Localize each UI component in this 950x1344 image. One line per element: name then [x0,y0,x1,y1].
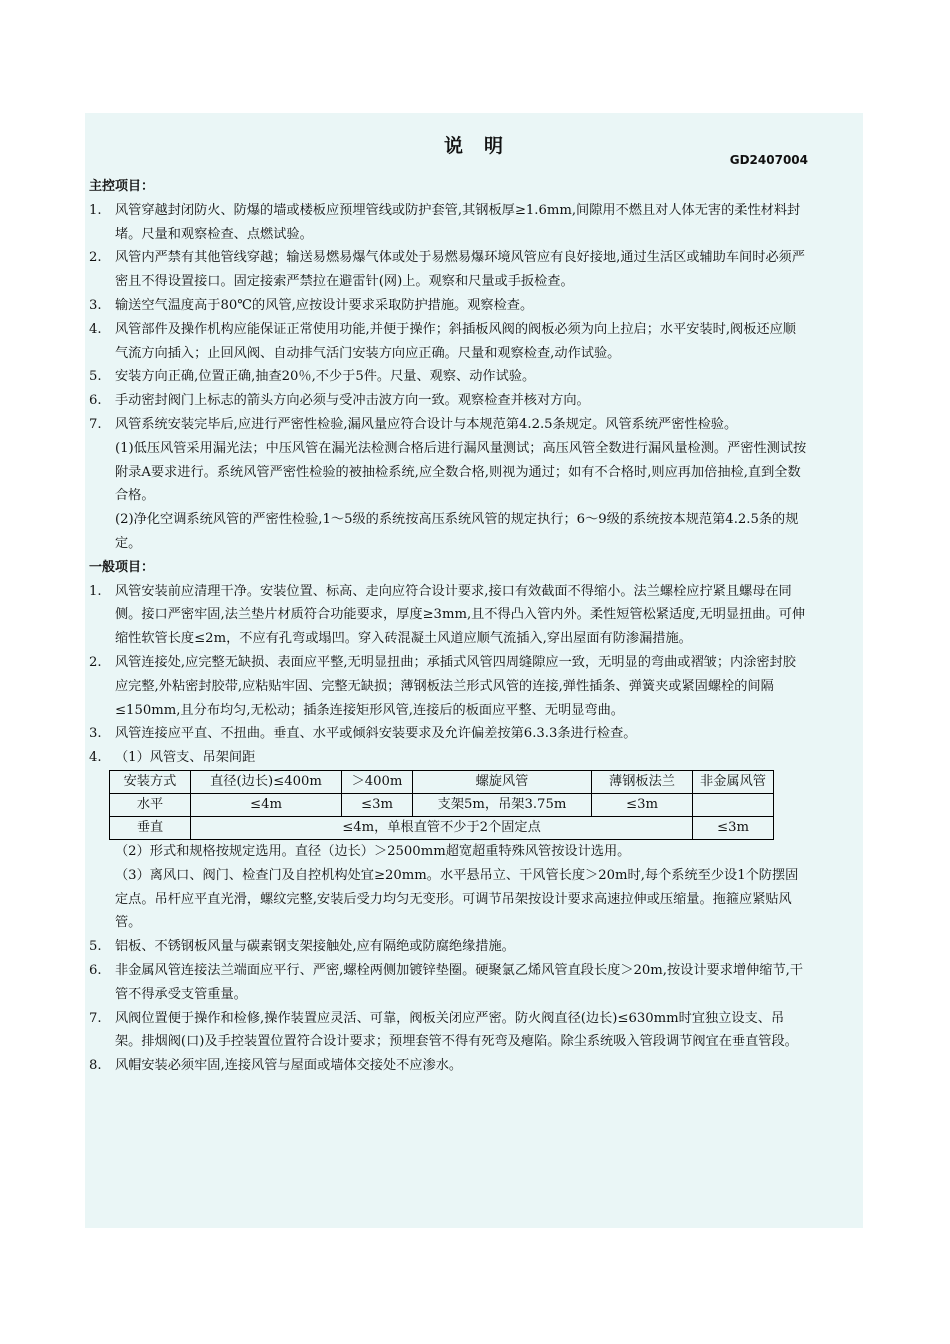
list-item [89,935,809,959]
list-item [89,1054,809,1078]
table-header-cell: 直径(边长)≤400m [191,770,342,793]
item-number: 4. [89,321,102,337]
list-item [89,722,809,746]
item-number: 1. [89,583,102,599]
table-header-cell: 薄钢板法兰 [592,770,693,793]
list-item [89,746,809,770]
item-text: 手动密封阀门上标志的箭头方向必须与受冲击波方向一致。观察检查并核对方向。 [115,393,590,409]
list-item [89,294,809,318]
list-item [89,246,809,294]
item-text: 风帽安装必须牢固,连接风管与屋面或墙体交接处不应渗水。 [115,1058,463,1074]
item-number: 2. [89,250,102,266]
table-cell: ≤3m [592,793,693,816]
list-item [89,318,809,366]
table-cell: 水平 [110,793,191,816]
item-number: 7. [89,1010,102,1026]
item-text: 铝板、不锈钢板风量与碳素钢支架接触处,应有隔绝或防腐绝缘措施。 [115,939,515,955]
item-text: 安装方向正确,位置正确,抽查20％,不少于5件。尺量、观察、动作试验。 [115,369,536,385]
item-text: 非金属风管连接法兰端面应平行、严密,螺栓两侧加镀锌垫圈。硬聚氯乙烯风管直段长度＞20m,按设计要求增伸缩节,干管不得承受支管重量。 [115,962,804,1002]
sub-item: (2)净化空调系统风管的严密性检验,1～5级的系统按高压系统风管的规定执行；6～9级的系统按本规范第4.2.5条的规定。 [115,512,799,551]
table-row [110,793,774,816]
table-cell [693,793,774,816]
list-item [89,580,809,651]
main-heading: 主控项目： [89,179,155,194]
list-item [89,959,809,1007]
item-number: 6. [89,393,102,409]
item-number: 5. [89,369,102,385]
table-cell: 支架5m，吊架3.75m [413,793,592,816]
list-item [89,365,809,389]
item-text: 风管穿越封闭防火、防爆的墙或楼板应预埋管线或防护套管,其钢板厚≥1.6mm,间隙用不燃且对人体无害的柔性材料封堵。尺量和观察检查、点燃试验。 [115,202,801,242]
table-header-row [110,770,774,793]
list-item [89,199,809,247]
document-code: GD2407004 [729,153,808,167]
document-sheet [85,113,863,1228]
item-text: 风管连接应平直、不扭曲。垂直、水平或倾斜安装要求及允许偏差按第6.3.3条进行检查。 [115,726,637,742]
table-cell: 垂直 [110,816,191,839]
item-text: 风管连接处,应完整无缺损、表面应平整,无明显扭曲；承插式风管四周缝隙应一致，无明显的弯曲或褶皱；内涂密封胶应完整,外粘密封胶带,应粘贴牢固、完整无缺损；薄钢板法兰形式风管的连接,弹性插条、弹簧夹或紧固螺栓的间隔≤150mm,且分布均匀,无松动；插条连接矩形风管,连接后的板面应平整、无明显弯曲。 [115,654,796,718]
item-text: 风管系统安装完毕后,应进行严密性检验,漏风量应符合设计与本规范第4.2.5条规定。风管系统严密性检验。 [115,416,738,432]
item-number: 4. [89,750,102,766]
table-header-cell: 螺旋风管 [413,770,592,793]
sub-item: （3）离风口、阀门、检查门及自控机构处宜≥20mm。水平悬吊立、干风管长度＞20m时,每个系统至少设1个防摆固定点。吊杆应平直光滑，螺纹完整,安装后受力均匀无变形。可调节吊架按设计要求高速拉伸或压缩量。拖箍应紧贴风管。 [115,867,799,931]
item-number: 8. [89,1058,102,1074]
table-header-cell: 非金属风管 [693,770,774,793]
item-text: 风管安装前应清理干净。安装位置、标高、走向应符合设计要求,接口有效截面不得缩小。法兰螺栓应拧紧且螺母在同侧。接口严密牢固,法兰垫片材质符合功能要求，厚度≥3mm,且不得凸入管内外。柔性短管松紧适度,无明显扭曲。可伸缩性软管长度≤2m，不应有孔弯或塌凹。穿入砖混凝土风道应顺气流插入,穿出屋面有防渗漏措施。 [115,583,806,647]
table-cell: ≤4m [191,793,342,816]
item-text: 输送空气温度高于80℃的风管,应按设计要求采取防护措施。观察检查。 [115,297,534,313]
item-number: 6. [89,962,102,978]
item-number: 1. [89,202,102,218]
list-item [89,651,809,722]
item-text: 风管内严禁有其他管线穿越；输送易燃易爆气体或处于易燃易爆环境风管应有良好接地,通过生活区或辅助车间时必须严密且不得设置接口。固定接索严禁拉在避雷针(网)上。观察和尺量或手扳检查。 [115,250,805,290]
document-body [89,175,809,1078]
list-item [89,413,809,437]
table-header-cell: ＞400m [342,770,413,793]
item-number: 2. [89,654,102,670]
hanger-spacing-table [109,770,774,840]
page-title: 说 明 [443,135,504,157]
item-text: 风阀位置便于操作和检修,操作装置应灵活、可靠，阀板关闭应严密。防火阀直径(边长)≤630mm时宜独立设支、吊架。排烟阀(口)及手控装置位置符合设计要求；预埋套管不得有死弯及瘪陷。除尘系统吸入管段调节阀宜在垂直管段。 [115,1010,798,1050]
general-heading: 一般项目： [89,559,155,575]
item-number: 3. [89,297,102,313]
sub-item: (1)低压风管采用漏光法；中压风管在漏光法检测合格后进行漏风量测试；高压风管全数进行漏风量检测。严密性测试按附录A要求进行。系统风管严密性检验的被抽检系统,应全数合格,则视为通过；如有不合格时,则应再加倍抽检,直到全数合格。 [115,440,807,504]
table-cell: ≤3m [342,793,413,816]
table-cell: ≤4m，单根直管不少于2个固定点 [191,816,693,839]
item-number: 3. [89,726,102,742]
item-number: 7. [89,416,102,432]
item-text: 风管部件及操作机构应能保证正常使用功能,并便于操作；斜插板风阀的阀板必须为向上拉启；水平安装时,阀板还应顺气流方向插入；止回风阀、自动排气活门安装方向应正确。尺量和观察检查,动作试验。 [115,321,796,361]
item-number: 5. [89,939,102,955]
sub-item: （2）形式和规格按规定选用。直径（边长）＞2500mm超宽超重特殊风管按设计选用。 [115,843,631,859]
list-item [89,389,809,413]
table-row [110,816,774,839]
table-caption: （1）风管支、吊架间距 [115,750,256,766]
table-cell: ≤3m [693,816,774,839]
list-item [89,1007,809,1055]
table-header-cell: 安装方式 [110,770,191,793]
